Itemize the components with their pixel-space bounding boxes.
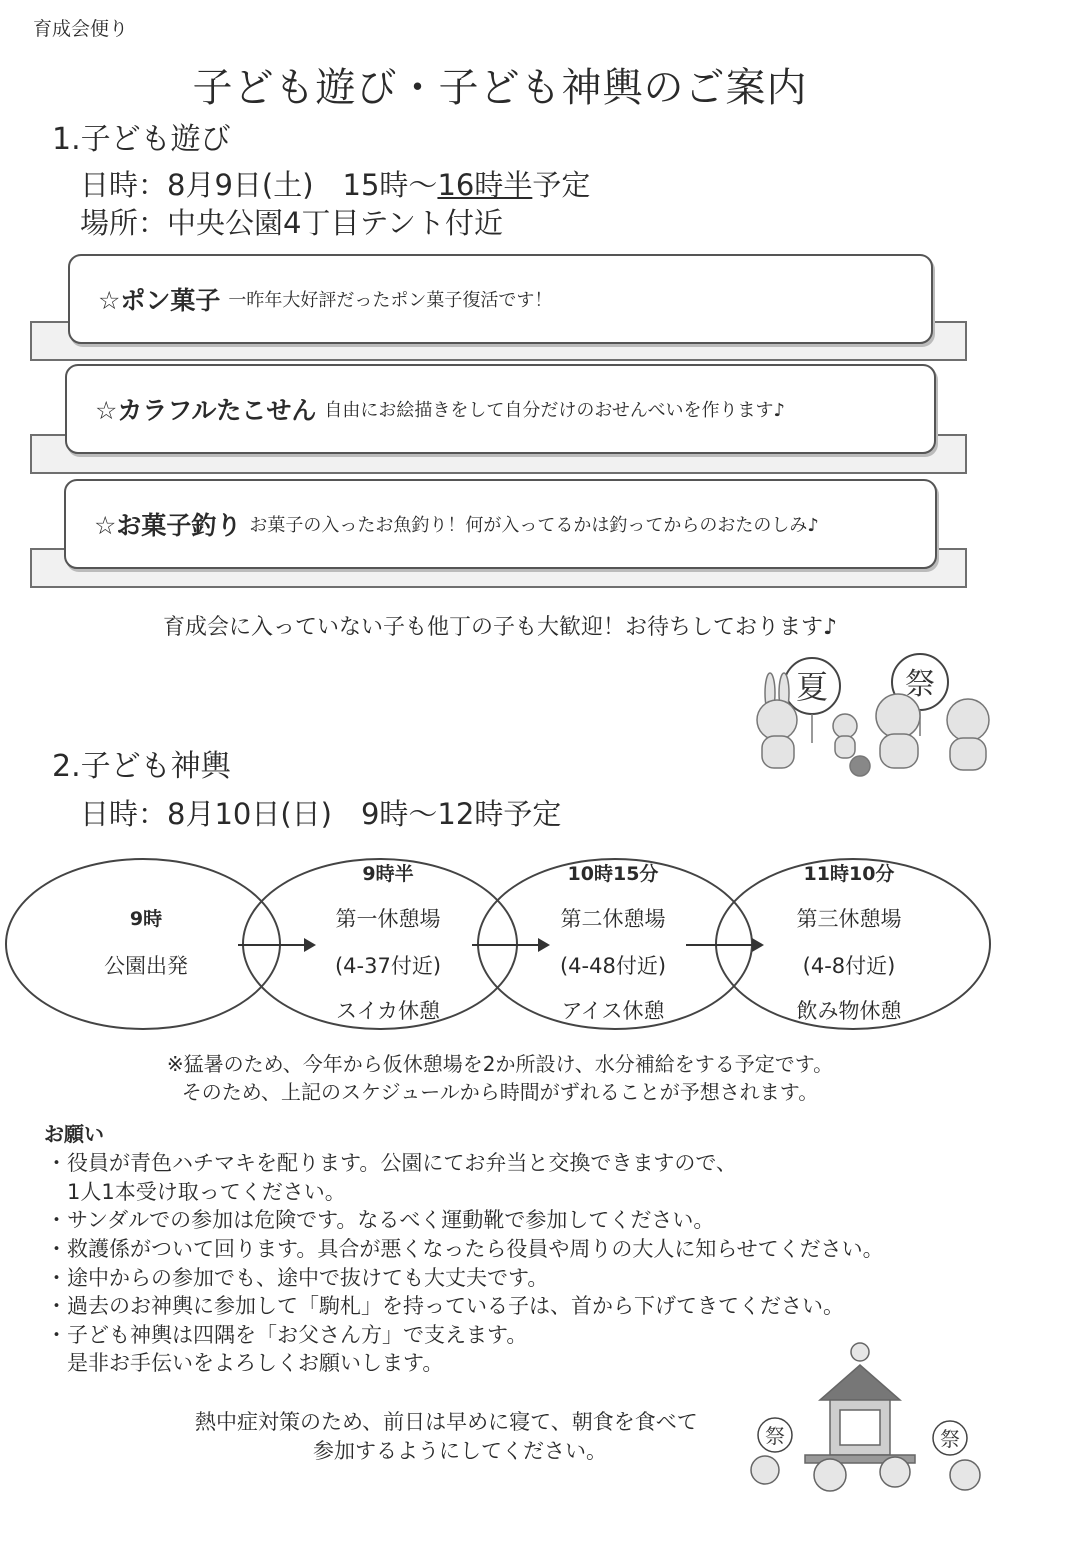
- route-arrow-2: [472, 944, 548, 946]
- activity-name: ☆カラフルたこせん: [95, 396, 317, 425]
- datetime-suffix: 予定: [532, 168, 591, 202]
- section1-heading: 1.子ども遊び: [52, 122, 231, 157]
- route-arrow-1: [238, 944, 314, 946]
- stop4-note: 飲み物休憩: [796, 999, 902, 1023]
- note-line-2: そのため、上記のスケジュールから時間がずれることが予想されます。: [181, 1080, 819, 1104]
- activity-card-2: [65, 364, 936, 454]
- requests-heading: お願い: [44, 1122, 104, 1146]
- note-line-1: ※猛暑のため、今年から仮休憩場を2か所設け、水分補給をする予定です。: [166, 1052, 834, 1076]
- request-line: ・救護係がついて回ります。具合が悪くなったら役員や周りの大人に知らせてください。: [46, 1237, 884, 1261]
- section1-datetime: [80, 163, 590, 204]
- stop4-time: 11時10分: [803, 863, 895, 885]
- request-line: ・子ども神輿は四隅を「お父さん方」で支えます。: [46, 1323, 528, 1347]
- activity-desc: 一昨年大好評だったポン菓子復活です！: [228, 290, 553, 311]
- request-line: ・サンダルでの参加は危険です。なるべく運動靴で参加してください。: [46, 1208, 715, 1232]
- stop3-note: アイス休憩: [561, 999, 665, 1023]
- fan-text-left: 夏: [795, 668, 829, 706]
- heat-notice-line-2: 参加するようにしてください。: [313, 1439, 607, 1463]
- stop2-time: 9時半: [362, 863, 414, 885]
- activity-name: ☆ポン菓子: [98, 286, 221, 315]
- fan-text-right: 祭: [905, 667, 935, 702]
- stop1-name: 公園出発: [104, 954, 188, 978]
- stop2-place: (4-37付近): [334, 954, 442, 978]
- request-line: 是非お手伝いをよろしくお願いします。: [46, 1351, 444, 1375]
- section2-heading: 2.子ども神輿: [52, 749, 231, 784]
- request-line: ・過去のお神輿に参加して「駒札」を持っている子は、首から下げてきてください。: [46, 1294, 844, 1318]
- section2-datetime: 日時：8月10日(日) 9時～12時予定: [80, 797, 562, 831]
- section1-place: 場所：中央公園4丁目テント付近: [80, 206, 504, 240]
- request-line: ・役員が青色ハチマキを配ります。公園にてお弁当と交換できますので、: [46, 1151, 737, 1175]
- activity-desc: 自由にお絵描きをして自分だけのおせんべいを作ります♪: [324, 400, 786, 421]
- mikoshi-illustration: [735, 1330, 995, 1510]
- stop1-time: 9時: [129, 908, 163, 930]
- activity-desc: お菓子の入ったお魚釣り！何が入ってるかは釣ってからのおたのしみ♪: [249, 515, 819, 536]
- datetime-end-time: 16時半: [437, 168, 533, 202]
- page-title: 子ども遊び・子ども神輿のご案内: [192, 65, 808, 111]
- activity-card-3: [64, 479, 937, 569]
- heat-notice-line-1: 熱中症対策のため、前日は早めに寝て、朝食を食べて: [195, 1410, 698, 1434]
- welcome-message: 育成会に入っていない子も他丁の子も大歓迎！お待ちしております♪: [162, 615, 838, 640]
- festival-animals-illustration: [740, 648, 1000, 783]
- activity-name: ☆お菓子釣り: [94, 511, 242, 540]
- stop2-name: 第一休憩場: [335, 907, 441, 931]
- stop2-note: スイカ休憩: [336, 999, 440, 1023]
- activity-card-1: [68, 254, 933, 344]
- stop3-name: 第二休憩場: [560, 907, 666, 931]
- datetime-prefix: 日時：8月9日(土) 15時～: [80, 168, 438, 202]
- stop3-time: 10時15分: [567, 863, 659, 885]
- request-line: 1人1本受け取ってください。: [46, 1180, 346, 1204]
- stop3-place: (4-48付近): [559, 954, 667, 978]
- stop4-name: 第三休憩場: [796, 907, 902, 931]
- fan-text-left: 祭: [765, 1424, 785, 1448]
- route-arrow-3: [686, 944, 762, 946]
- newsletter-label: 育成会便り: [33, 18, 129, 40]
- request-line: ・途中からの参加でも、途中で抜けても大丈夫です。: [46, 1266, 549, 1290]
- stop4-place: (4-8付近): [802, 954, 896, 978]
- fan-text-right: 祭: [940, 1427, 960, 1451]
